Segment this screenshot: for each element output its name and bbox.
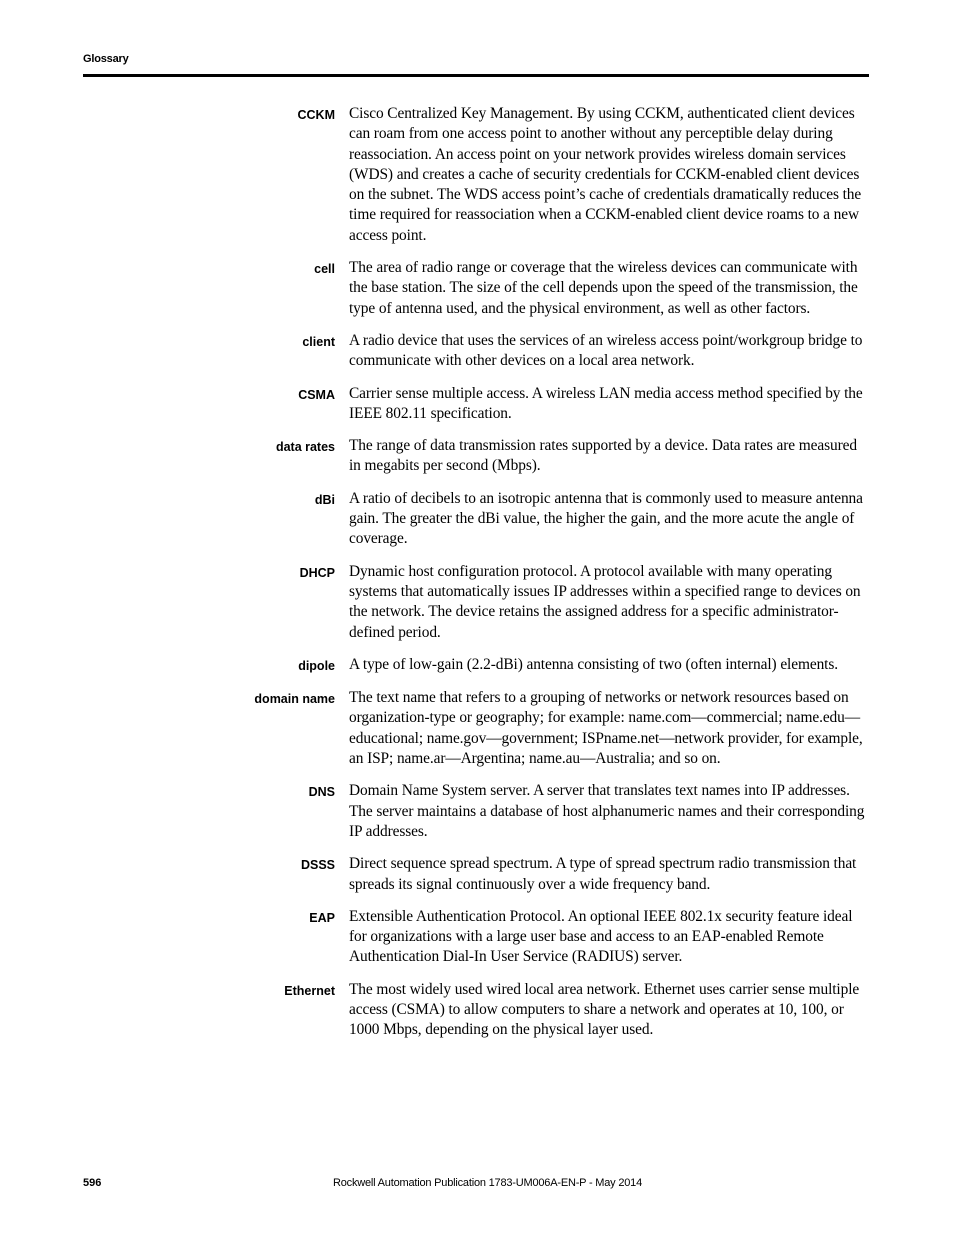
publication-info: Rockwell Automation Publication 1783-UM006A-EN-P - May 2014 bbox=[333, 1177, 642, 1189]
glossary-term: dBi bbox=[314, 492, 335, 507]
glossary-entry-dhcp bbox=[0, 562, 954, 643]
glossary-entry-data-rates bbox=[0, 436, 954, 477]
glossary-term: EAP bbox=[309, 910, 335, 925]
glossary-term: domain name bbox=[254, 692, 335, 707]
glossary-term: DHCP bbox=[299, 565, 335, 580]
header-rule bbox=[83, 74, 869, 77]
glossary-definition: Domain Name System server. A server that translates text names into IP addresses. The server maintains a database of host alphanumeric names and their corresponding IP addresses. bbox=[349, 782, 865, 840]
glossary-entry-cckm bbox=[0, 104, 954, 246]
glossary-entry-dipole bbox=[0, 655, 954, 676]
glossary-entry-client bbox=[0, 331, 954, 372]
glossary-entry-ethernet bbox=[0, 980, 954, 1041]
glossary-term: dipole bbox=[298, 658, 335, 673]
glossary-definition: Cisco Centralized Key Management. By using CCKM, authenticated client devices can roam from one access point to another without any perceptible delay during reassociation. An access point on your network provides wireless domain services (WDS) and creates a cache of security credentials for CCKM-enabled client devices on the subnet. The WDS access point’s cache of credentials dramatically reduces the time required for reassociation when a CCKM-enabled client device roams to a new access point. bbox=[349, 105, 862, 244]
glossary-term: Ethernet bbox=[284, 983, 335, 998]
glossary-definition: A ratio of decibels to an isotropic antenna that is commonly used to measure antenna gain. The greater the dBi value, the higher the gain, and the more acute the angle of coverage. bbox=[349, 489, 863, 548]
glossary-definition: A radio device that uses the services of an wireless access point/workgroup bridge to communicate with other devices on a local area network. bbox=[349, 331, 863, 370]
glossary-definition: The area of radio range or coverage that the wireless devices can communicate with the base station. The size of the cell depends upon the speed of the transmission, the type of antenna used, and the physical environment, as well as other factors. bbox=[349, 259, 858, 317]
glossary-definition: The range of data transmission rates supported by a device. Data rates are measured in megabits per second (Mbps). bbox=[349, 437, 857, 475]
glossary-term: DSSS bbox=[300, 858, 335, 873]
glossary-entry-csma bbox=[0, 384, 954, 425]
glossary-definition: Direct sequence spread spectrum. A type of spread spectrum radio transmission that spreads its signal continuously over a wide frequency band. bbox=[349, 855, 857, 893]
glossary-entry-dns bbox=[0, 781, 954, 842]
page-number: 596 bbox=[83, 1177, 102, 1189]
glossary-definition: The text name that refers to a grouping of networks or network resources based on organization-type or geography; for example: name.com—commercial; name.edu—educational; name.gov—government; ISPname.net—network provider, for example, an ISP; name.ar—Argentina; name.au—Australia; and so on. bbox=[349, 689, 863, 768]
glossary-definition: Dynamic host configuration protocol. A protocol available with many operating systems that automatically issues IP addresses within a specified range to devices on the network. The device retains the assigned address for a specific administrator-defined period. bbox=[349, 562, 861, 641]
glossary-list bbox=[0, 104, 954, 1053]
glossary-term: client bbox=[302, 334, 335, 349]
glossary-entry-cell bbox=[0, 258, 954, 319]
glossary-entry-dsss bbox=[0, 854, 954, 895]
running-header: Glossary bbox=[83, 53, 129, 65]
glossary-entry-domain-name bbox=[0, 688, 954, 769]
glossary-term: DNS bbox=[308, 785, 335, 800]
glossary-entry-eap bbox=[0, 907, 954, 968]
glossary-entry-dbi bbox=[0, 489, 954, 550]
glossary-term: cell bbox=[314, 262, 335, 277]
glossary-term: data rates bbox=[275, 440, 335, 455]
glossary-definition: Carrier sense multiple access. A wireless LAN media access method specified by the IEEE 802.11 specification. bbox=[349, 384, 863, 422]
glossary-term: CSMA bbox=[298, 387, 335, 402]
glossary-term: CCKM bbox=[297, 108, 335, 122]
glossary-definition: Extensible Authentication Protocol. An optional IEEE 802.1x security feature ideal for organizations with a large user base and access to an EAP-enabled Remote Authentication Dial-In User Service (RADIUS) server. bbox=[349, 907, 853, 966]
glossary-definition: A type of low-gain (2.2-dBi) antenna consisting of two (often internal) elements. bbox=[349, 655, 838, 673]
glossary-definition: The most widely used wired local area network. Ethernet uses carrier sense multiple access (CSMA) to allow computers to share a network and operates at 10, 100, or 1000 Mbps, depending on the physical layer used. bbox=[349, 980, 860, 1039]
